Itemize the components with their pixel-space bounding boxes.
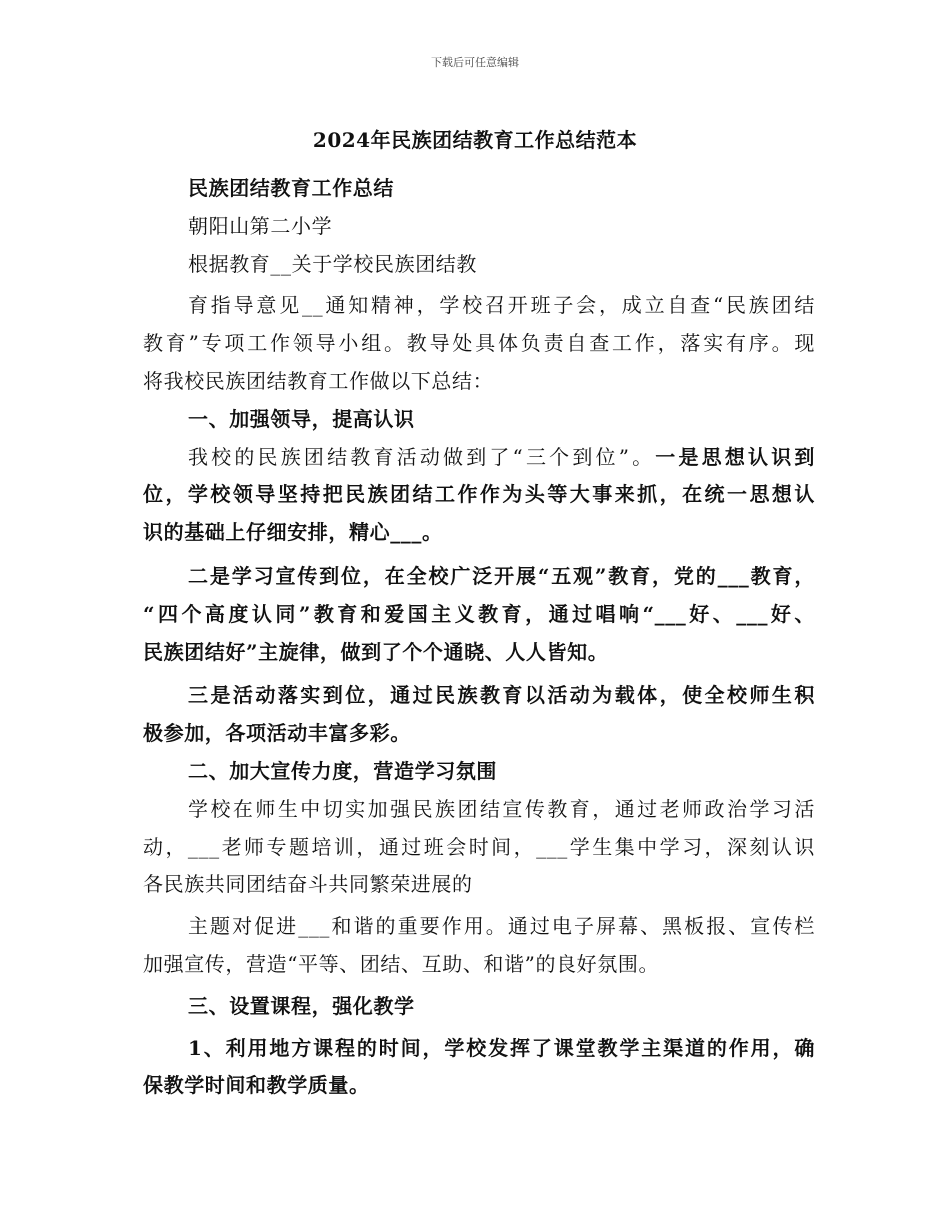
- paragraph-line: 主题对促进___和谐的重要作用。通过电子屏幕、黑板报、宣传栏: [188, 914, 815, 939]
- paragraph-line: 极参加，各项活动丰富多彩。: [143, 721, 411, 746]
- paragraph-line: 动，___老师专题培训，通过班会时间，___学生集中学习，深刻认识: [143, 834, 815, 859]
- section-heading-3: 三、设置课程，强化教学: [188, 993, 415, 1018]
- paragraph-line: 将我校民族团结教育工作做以下总结：: [143, 368, 494, 393]
- paragraph-line: 1、利用地方课程的时间，学校发挥了课堂教学主渠道的作用，确: [188, 1035, 815, 1060]
- paragraph-line: 二是学习宣传到位，在全校广泛开展“五观”教育，党的___教育，: [188, 563, 815, 588]
- paragraph-line: 教育”专项工作领导小组。教导处具体负责自查工作，落实有序。现: [143, 331, 815, 356]
- paragraph-line: 识的基础上仔细安排，精心___。: [143, 520, 443, 545]
- section-heading: 民族团结教育工作总结: [188, 176, 394, 200]
- paragraph-line: 根据教育__关于学校民族团结教: [188, 251, 477, 276]
- paragraph-line: 民族团结好”主旋律，做到了个个通晓、人人皆知。: [143, 639, 609, 664]
- paragraph-text-bold: 一是思想认识到: [655, 444, 815, 469]
- paragraph-line: 保教学时间和教学质量。: [143, 1073, 370, 1098]
- paragraph-line: 育指导意见__通知精神，学校召开班子会，成立自查“民族团结: [188, 293, 815, 318]
- header-note: 下载后可任意编辑: [431, 56, 519, 69]
- paragraph-line: 各民族共同团结奋斗共同繁荣进展的: [143, 872, 473, 897]
- section-heading-2: 二、加大宣传力度，营造学习氛围: [188, 758, 497, 783]
- document-title: 2024年民族团结教育工作总结范本: [312, 128, 638, 152]
- section-heading-1: 一、加强领导，提高认识: [188, 406, 415, 431]
- paragraph-line: 学校在师生中切实加强民族团结宣传教育，通过老师政治学习活: [188, 796, 815, 821]
- paragraph-line: 加强宣传，营造“平等、团结、互助、和谐”的良好氛围。: [143, 951, 660, 976]
- school-name: 朝阳山第二小学: [188, 213, 333, 238]
- paragraph-text: 我校的民族团结教育活动做到了“三个到位”。: [188, 444, 656, 469]
- paragraph-line: 位，学校领导坚持把民族团结工作作为头等大事来抓，在统一思想认: [143, 482, 815, 507]
- document-body: [143, 170, 815, 1105]
- paragraph-line: “四个高度认同”教育和爱国主义教育，通过唱响“___好、___好、: [143, 601, 815, 626]
- paragraph-line: [143, 439, 815, 477]
- paragraph-line: 三是活动落实到位，通过民族教育以活动为载体，使全校师生积: [188, 683, 815, 708]
